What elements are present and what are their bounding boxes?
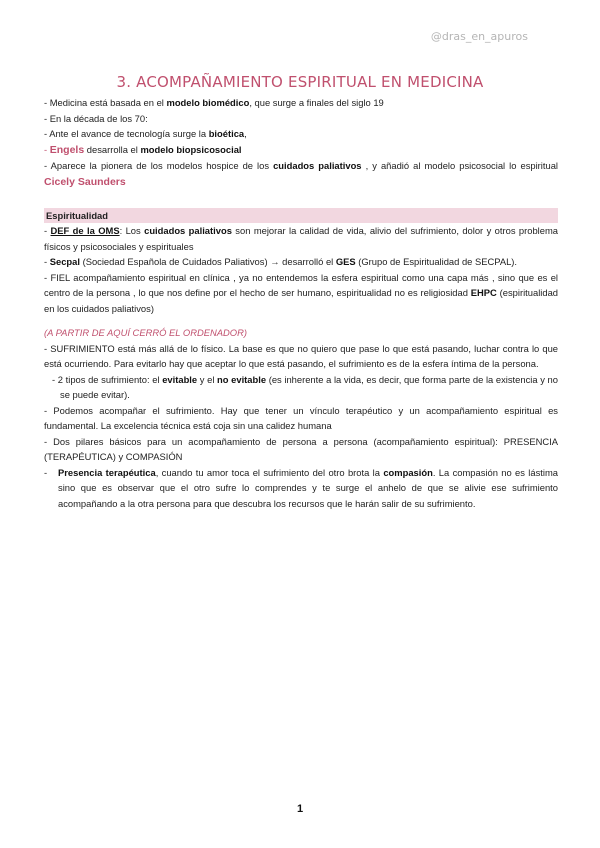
intro-line-1: - Medicina está basada en el modelo biomédico, que surge a finales del siglo 19 bbox=[44, 97, 384, 108]
intro-line-5: - Aparece la pionera de los modelos hospice de los cuidados paliativos , y añadió al modelo psicosocial lo espiritual Cicely Saunders bbox=[44, 160, 559, 188]
bullet-dash: - bbox=[44, 466, 48, 478]
section-paragraph-oms: - DEF de la OMS: Los cuidados paliativos son mejorar la calidad de vida, alivio del sufrimiento, dolor y otros problema físicos y psicosociales y espirituales bbox=[44, 225, 558, 252]
page-number: 1 bbox=[296, 803, 304, 815]
list-item-presencia bbox=[44, 465, 558, 512]
section-paragraph-secpal: - Secpal (Sociedad Española de Cuidados Paliativos) → desarrolló el GES (Grupo de Espiritualidad de SECPAL). bbox=[44, 256, 518, 267]
watermark: @dras_en_apuros bbox=[430, 30, 528, 43]
section-heading-espiritualidad: Espiritualidad bbox=[44, 208, 558, 223]
intro-line-2: - En la década de los 70: bbox=[44, 112, 148, 124]
paragraph-pilares: - Dos pilares básicos para un acompañamiento de persona a persona (acompañamiento espiritual): PRESENCIA (TERAPÉUTICA) y COMPASIÓN bbox=[44, 435, 558, 462]
paragraph-tipos-sufrimiento: - 2 tipos de sufrimiento: el evitable y el no evitable (es inherente a la vida, es decir, que forma parte de la existencia y no se puede evitar). bbox=[52, 373, 558, 400]
document-body bbox=[44, 95, 558, 511]
intro-line-3: - Ante el avance de tecnología surge la bioética, bbox=[44, 128, 247, 139]
page-title: 3. ACOMPAÑAMIENTO ESPIRITUAL EN MEDICINA bbox=[116, 73, 484, 91]
intro-line-4: - Engels desarrolla el modelo biopsicosocial bbox=[44, 143, 242, 156]
note-line: (A PARTIR DE AQUÍ CERRÓ EL ORDENADOR) bbox=[44, 327, 247, 338]
section-paragraph-fiel: - FIEL acompañamiento espiritual en clínica , ya no entendemos la esfera espiritual como una capa más , sino que es el centro de la persona , lo que nos define por el hecho de ser humano, espiritualidad no es religiosidad EHPC (espiritualidad en los cuidados paliativos) bbox=[44, 271, 558, 314]
bullet-text: Presencia terapéutica, cuando tu amor toca el sufrimiento del otro brota la compasión. La compasión no es lástima sino que es observar que el otro sufre lo comprendes y te surge el anhelo de que se alivie ese sufrimiento acompañando a la otra persona para que descubra los recursos que le harán salir de su sufrimiento. bbox=[58, 466, 558, 509]
paragraph-acompanar: - Podemos acompañar el sufrimiento. Hay que tener un vínculo terapéutico y un acompañamiento espiritual es fundamental. La excelencia técnica está coja sin una calidez humana bbox=[44, 404, 558, 431]
paragraph-sufrimiento: - SUFRIMIENTO está más allá de lo físico. La base es que no quiero que pase lo que está pasando, luchar contra lo que está ocurriendo. Para evitarlo hay que aceptar lo que está pasando, el sufrimiento es de la esfera íntima de la persona. bbox=[44, 342, 558, 369]
